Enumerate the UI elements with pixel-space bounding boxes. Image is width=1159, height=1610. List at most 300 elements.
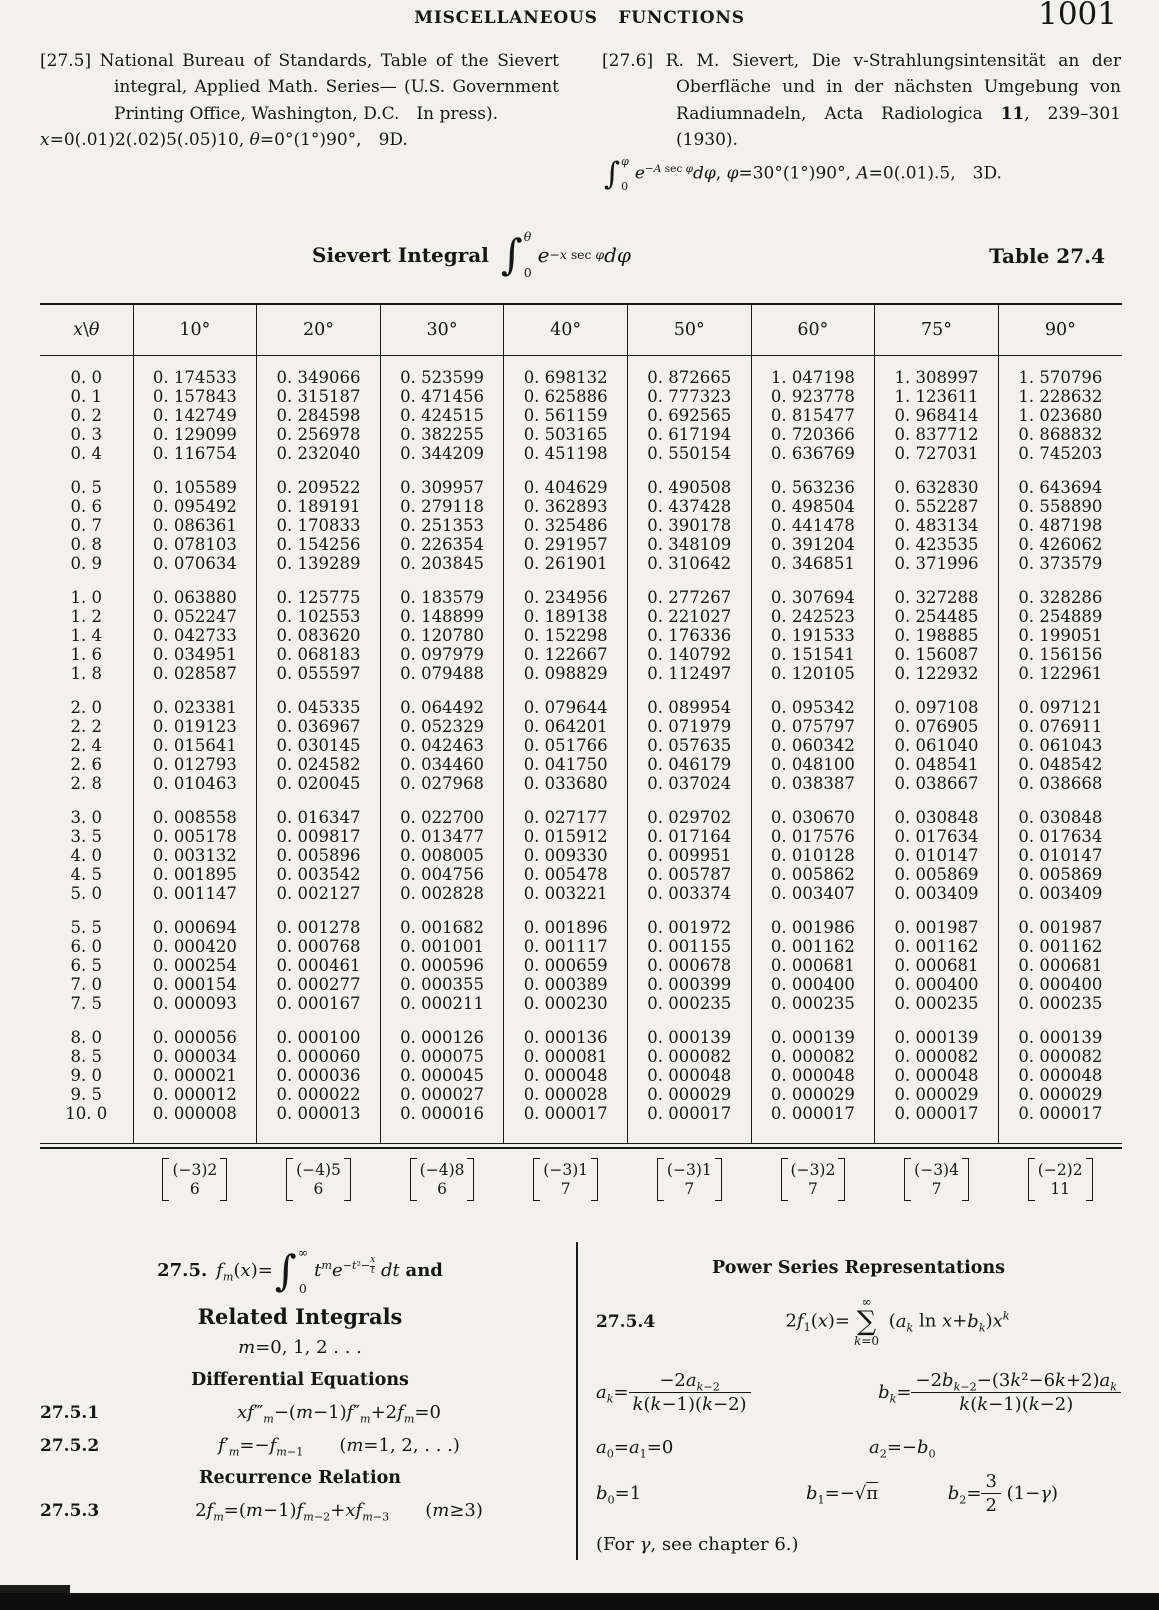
table-cell: 0. 000022 <box>257 1085 381 1104</box>
table-cell: 0. 000768 <box>257 937 381 956</box>
x-value-cell: 1. 4 <box>70 626 103 645</box>
table-cell: 0. 003409 <box>875 884 999 903</box>
table-cell: 0. 000389 <box>504 975 628 994</box>
table-cell: 0. 097979 <box>380 645 504 664</box>
table-cell: 0. 000029 <box>875 1085 999 1104</box>
x-value-cell: 0. 7 <box>70 516 103 535</box>
table-row <box>40 1104 1122 1144</box>
table-cell: 0. 005862 <box>751 865 875 884</box>
precision-bracket <box>162 1158 227 1201</box>
table-cell: 0. 157843 <box>133 387 257 406</box>
bracket-cell <box>133 1152 257 1201</box>
table-cell: 0. 048541 <box>875 755 999 774</box>
separator-cell <box>504 903 628 918</box>
digits-count: 11 <box>1050 1179 1071 1198</box>
table-cell: 0. 057635 <box>627 736 751 755</box>
table-cell: 0. 003132 <box>133 846 257 865</box>
table-cell: 0. 005869 <box>875 865 999 884</box>
table-cell: 0. 052247 <box>133 607 257 626</box>
table-cell: 0. 095492 <box>133 497 257 516</box>
a-coefficients-row <box>596 1436 1121 1461</box>
table-cell: 0. 561159 <box>504 406 628 425</box>
table-row <box>40 865 1122 884</box>
separator-cell <box>751 903 875 918</box>
table-cell: 0. 000093 <box>133 994 257 1013</box>
x-value-cell: 4. 0 <box>70 846 103 865</box>
x-value-cell: 3. 5 <box>70 827 103 846</box>
table-cell: 0. 122961 <box>998 664 1122 683</box>
table-cell: 0. 727031 <box>875 444 999 463</box>
x-value-cell: 4. 5 <box>70 865 103 884</box>
table-cell: 0. 023381 <box>133 698 257 717</box>
table-cell: 0. 048542 <box>998 755 1122 774</box>
related-integrals-heading: Related Integrals <box>197 1304 403 1329</box>
digits-count: 7 <box>560 1179 571 1198</box>
separator-cell <box>133 463 257 478</box>
table-cell: 0. 005896 <box>257 846 381 865</box>
table-cell: 0. 279118 <box>380 497 504 516</box>
table-cell: 0. 064492 <box>380 698 504 717</box>
table-cell: 0. 098829 <box>504 664 628 683</box>
x-value-cell: 0. 8 <box>70 535 103 554</box>
x-value-cell: 0. 4 <box>70 444 103 463</box>
bracket-cell <box>875 1152 999 1201</box>
x-value-cell: 2. 4 <box>70 736 103 755</box>
table-cell: 0. 046179 <box>627 755 751 774</box>
table-cell: 0. 001987 <box>875 918 999 937</box>
bottom-sections <box>40 1232 1121 1577</box>
table-cell: 0. 441478 <box>751 516 875 535</box>
x-value-cell: 0. 0 <box>70 368 103 387</box>
table-cell: 0. 016347 <box>257 808 381 827</box>
precision-bracket <box>781 1158 846 1201</box>
x-value-cell: 6. 0 <box>70 937 103 956</box>
x-value-cell: 1. 6 <box>70 645 103 664</box>
table-cell: 0. 503165 <box>504 425 628 444</box>
table-cell: 0. 261901 <box>504 554 628 573</box>
x-value-cell: 0. 9 <box>70 554 103 573</box>
b0-formula: $b_0=1$ <box>596 1483 642 1507</box>
table-cell: 0. 120105 <box>751 664 875 683</box>
table-cell: 0. 000235 <box>751 994 875 1013</box>
table-cell: 0. 000017 <box>504 1104 628 1144</box>
separator-cell <box>998 463 1122 478</box>
table-cell: 0. 000681 <box>751 956 875 975</box>
table-cell: 0. 000100 <box>257 1028 381 1047</box>
scan-edge-artifact <box>0 1593 1159 1610</box>
table-cell: 1. 570796 <box>998 356 1122 388</box>
table-cell: 0. 003374 <box>627 884 751 903</box>
separator-cell <box>751 793 875 808</box>
page-number: 1001 <box>1038 0 1117 32</box>
reference-label: [27.5] <box>40 51 92 71</box>
table-cell: 0. 625886 <box>504 387 628 406</box>
table-cell: 0. 063880 <box>133 588 257 607</box>
table-cell: 0. 423535 <box>875 535 999 554</box>
equation-number: 27.5.1 <box>40 1402 100 1423</box>
separator-cell <box>998 793 1122 808</box>
table-cell: 0. 000017 <box>627 1104 751 1144</box>
table-cell: 0. 000029 <box>751 1085 875 1104</box>
table-cell: 0. 232040 <box>257 444 381 463</box>
table-cell: 0. 003407 <box>751 884 875 903</box>
table-cell: 0. 009951 <box>627 846 751 865</box>
table-cell: 0. 643694 <box>998 478 1122 497</box>
ak-formula: $a_k=$ $\frac{-2a_{k-2}}{k(k-1)(k-2)}$ <box>596 1369 751 1417</box>
error-magnitude: (−4)5 <box>296 1161 341 1179</box>
x-value-cell: 2. 2 <box>70 717 103 736</box>
table-row <box>40 827 1122 846</box>
table-cell: 1. 047198 <box>751 356 875 388</box>
table-cell: 0. 005478 <box>504 865 628 884</box>
table-row <box>40 444 1122 463</box>
table-cell: 0. 698132 <box>504 356 628 388</box>
table-cell: 0. 017634 <box>875 827 999 846</box>
table-cell: 0. 027177 <box>504 808 628 827</box>
error-magnitude: (−3)2 <box>172 1161 218 1179</box>
separator-cell <box>380 573 504 588</box>
b2-formula: $b_2=$ $\frac{3}{2}$ (1−γ) <box>947 1470 1059 1517</box>
sievert-integral-table-wrap <box>40 303 1122 1149</box>
table-cell: 0. 071979 <box>627 717 751 736</box>
separator-cell <box>504 573 628 588</box>
equation-body: $2f_1(x)=$ ∞ ∑ k=0 ($a_k$ $\ln x+b_k)x^k$ <box>785 1295 1010 1348</box>
precision-bracket <box>286 1158 351 1201</box>
table-row <box>40 774 1122 793</box>
table-cell: 0. 005178 <box>133 827 257 846</box>
table-cell: 0. 116754 <box>133 444 257 463</box>
reference-27-5 <box>40 48 559 193</box>
table-cell: 0. 199051 <box>998 626 1122 645</box>
table-cell: 0. 097108 <box>875 698 999 717</box>
table-cell: 0. 000277 <box>257 975 381 994</box>
table-cell: 0. 048100 <box>751 755 875 774</box>
separator-cell <box>40 1013 133 1028</box>
table-cell: 0. 024582 <box>257 755 381 774</box>
table-cell: 0. 404629 <box>504 478 628 497</box>
table-cell: 0. 170833 <box>257 516 381 535</box>
table-cell: 0. 000139 <box>751 1028 875 1047</box>
table-cell: 0. 000060 <box>257 1047 381 1066</box>
separator-cell <box>751 1013 875 1028</box>
table-cell: 0. 720366 <box>751 425 875 444</box>
separator-cell <box>627 463 751 478</box>
x-value-cell: 7. 5 <box>70 994 103 1013</box>
error-magnitude: (−2)2 <box>1037 1161 1083 1179</box>
table-cell: 0. 122667 <box>504 645 628 664</box>
column-header: 10° <box>133 304 257 356</box>
table-cell: 0. 000235 <box>998 994 1122 1013</box>
gamma-note: (For γ, see chapter 6.) <box>596 1533 799 1555</box>
table-cell: 0. 151541 <box>751 645 875 664</box>
table-cell: 0. 815477 <box>751 406 875 425</box>
table-cell: 0. 034951 <box>133 645 257 664</box>
separator-cell <box>40 463 133 478</box>
group-separator <box>40 903 1122 918</box>
x-value-cell: 2. 8 <box>70 774 103 793</box>
table-cell: 0. 076911 <box>998 717 1122 736</box>
table-cell: 0. 189191 <box>257 497 381 516</box>
table-cell: 0. 000008 <box>133 1104 257 1144</box>
error-magnitude: (−3)1 <box>543 1161 589 1179</box>
table-row <box>40 626 1122 645</box>
separator-cell <box>133 573 257 588</box>
separator-cell <box>627 793 751 808</box>
error-magnitude: (−4)8 <box>419 1161 465 1179</box>
table-row <box>40 994 1122 1013</box>
table-cell: 0. 139289 <box>257 554 381 573</box>
table-cell: 0. 000400 <box>875 975 999 994</box>
power-series-section <box>596 1232 1121 1555</box>
table-cell: 0. 005787 <box>627 865 751 884</box>
separator-cell <box>627 903 751 918</box>
table-cell: 0. 632830 <box>875 478 999 497</box>
table-cell: 0. 008558 <box>133 808 257 827</box>
x-value-cell: 5. 0 <box>70 884 103 903</box>
x-value-cell: 7. 0 <box>70 975 103 994</box>
x-value-cell: 5. 5 <box>70 918 103 937</box>
digits-count: 6 <box>437 1179 448 1198</box>
precision-bracket-row <box>40 1152 1122 1201</box>
table-cell: 0. 061040 <box>875 736 999 755</box>
separator-cell <box>627 1013 751 1028</box>
table-cell: 0. 010463 <box>133 774 257 793</box>
column-header: 20° <box>257 304 381 356</box>
table-cell: 0. 837712 <box>875 425 999 444</box>
separator-cell <box>133 683 257 698</box>
table-cell: 0. 009817 <box>257 827 381 846</box>
table-cell: 0. 498504 <box>751 497 875 516</box>
table-cell: 0. 000235 <box>875 994 999 1013</box>
table-cell: 0. 061043 <box>998 736 1122 755</box>
table-cell: 0. 075797 <box>751 717 875 736</box>
x-value-cell: 6. 5 <box>70 956 103 975</box>
table-row <box>40 554 1122 573</box>
table-cell: 0. 344209 <box>380 444 504 463</box>
table-row <box>40 698 1122 717</box>
table-cell: 0. 000681 <box>998 956 1122 975</box>
table-cell: 0. 001682 <box>380 918 504 937</box>
separator-cell <box>257 463 381 478</box>
table-cell: 0. 309957 <box>380 478 504 497</box>
equation-body: $xf‴_m-(m-1)f''_m+2f_m=0$ <box>237 1402 441 1426</box>
table-cell: 0. 001162 <box>751 937 875 956</box>
separator-cell <box>504 683 628 698</box>
integral-icon: ∫ <box>500 230 523 280</box>
table-cell: 0. 471456 <box>380 387 504 406</box>
table-cell: 0. 000028 <box>504 1085 628 1104</box>
table-cell: 0. 038667 <box>875 774 999 793</box>
separator-cell <box>133 1013 257 1028</box>
table-cell: 1. 308997 <box>875 356 999 388</box>
table-cell: 0. 000056 <box>133 1028 257 1047</box>
separator-cell <box>875 793 999 808</box>
table-cell: 0. 000017 <box>751 1104 875 1144</box>
section-heading-formula: 27.5. $f_m(x)=$ ∫ ∞ 0 $t^me^{-t^2- \frac{x}{t}}$ dt and <box>157 1245 443 1296</box>
separator-cell <box>998 573 1122 588</box>
table-cell: 0. 086361 <box>133 516 257 535</box>
table-cell: 0. 009330 <box>504 846 628 865</box>
separator-cell <box>751 463 875 478</box>
table-cell: 0. 052329 <box>380 717 504 736</box>
integral-icon: ∫ <box>274 1246 297 1296</box>
table-cell: 0. 030145 <box>257 736 381 755</box>
sievert-integral-table <box>40 303 1122 1144</box>
table-cell: 0. 003542 <box>257 865 381 884</box>
digits-count: 7 <box>808 1179 818 1198</box>
table-cell: 0. 451198 <box>504 444 628 463</box>
table-cell: 0. 008005 <box>380 846 504 865</box>
table-cell: 0. 176336 <box>627 626 751 645</box>
table-cell: 0. 490508 <box>627 478 751 497</box>
table-row <box>40 808 1122 827</box>
group-separator <box>40 573 1122 588</box>
table-cell: 0. 000029 <box>627 1085 751 1104</box>
table-cell: 0. 083620 <box>257 626 381 645</box>
separator-cell <box>257 903 381 918</box>
table-row <box>40 607 1122 626</box>
table-cell: 0. 120780 <box>380 626 504 645</box>
digits-count: 7 <box>931 1179 942 1198</box>
a0-formula: $a_0=a_1=0$ <box>596 1436 674 1461</box>
table-cell: 0. 000139 <box>875 1028 999 1047</box>
group-separator <box>40 463 1122 478</box>
table-cell: 0. 004756 <box>380 865 504 884</box>
error-magnitude: (−3)2 <box>790 1161 836 1179</box>
table-cell: 0. 221027 <box>627 607 751 626</box>
table-title: Sievert Integral ∫ θ 0 e −x sec φ dφ <box>312 229 631 280</box>
table-cell: 0. 234956 <box>504 588 628 607</box>
table-row <box>40 956 1122 975</box>
table-cell: 0. 070634 <box>133 554 257 573</box>
separator-cell <box>257 683 381 698</box>
table-cell: 0. 122932 <box>875 664 999 683</box>
table-cell: 0. 000048 <box>504 1066 628 1085</box>
separator-cell <box>998 903 1122 918</box>
table-row <box>40 937 1122 956</box>
table-cell: 0. 256978 <box>257 425 381 444</box>
table-cell: 0. 030848 <box>998 808 1122 827</box>
error-magnitude: (−3)1 <box>666 1161 712 1179</box>
tabulation-range-formula: x=0(.01)2(.02)5(.05)10, θ=0°(1°)90°, 9D. <box>40 130 408 151</box>
table-cell: 0. 030670 <box>751 808 875 827</box>
table-cell: 0. 001987 <box>998 918 1122 937</box>
table-cell: 0. 203845 <box>380 554 504 573</box>
table-cell: 0. 038668 <box>998 774 1122 793</box>
table-cell: 0. 000139 <box>627 1028 751 1047</box>
digits-count: 7 <box>684 1179 695 1198</box>
table-cell: 0. 000082 <box>998 1047 1122 1066</box>
table-cell: 0. 017634 <box>998 827 1122 846</box>
tabulation-range-formula: ∫ φ 0 $e^{-A sec \varphi}d\varphi$, φ=30°(1°)90°, A=0(.01).5, 3D. <box>604 155 1002 194</box>
table-cell: 0. 558890 <box>998 497 1122 516</box>
table-cell: 0. 254889 <box>998 607 1122 626</box>
x-value-cell: 0. 6 <box>70 497 103 516</box>
table-cell: 0. 148899 <box>380 607 504 626</box>
table-cell: 0. 000036 <box>257 1066 381 1085</box>
section-27-5 <box>40 1232 560 1524</box>
table-cell: 0. 307694 <box>751 588 875 607</box>
x-value-cell: 1. 0 <box>70 588 103 607</box>
table-row <box>40 975 1122 994</box>
table-cell: 0. 000230 <box>504 994 628 1013</box>
x-value-cell: 9. 5 <box>70 1085 103 1104</box>
separator-cell <box>504 1013 628 1028</box>
table-cell: 0. 140792 <box>627 645 751 664</box>
table-cell: 0. 868832 <box>998 425 1122 444</box>
separator-cell <box>380 463 504 478</box>
table-cell: 0. 745203 <box>998 444 1122 463</box>
table-cell: 0. 000082 <box>627 1047 751 1066</box>
x-value-cell: 10. 0 <box>65 1104 108 1123</box>
table-cell: 0. 550154 <box>627 444 751 463</box>
x-value-cell: 0. 5 <box>70 478 103 497</box>
separator-cell <box>998 683 1122 698</box>
table-cell: 0. 027968 <box>380 774 504 793</box>
bracket-cell <box>504 1152 628 1201</box>
table-cell: 0. 000017 <box>998 1104 1122 1144</box>
sum-icon: ∑ <box>856 1306 877 1337</box>
table-row <box>40 387 1122 406</box>
equation-body: $f'_m=-f_{m-1}$ (m=1, 2, . . .) <box>218 1435 460 1459</box>
table-cell: 0. 000154 <box>133 975 257 994</box>
table-cell: 0. 349066 <box>257 356 381 388</box>
table-cell: 0. 327288 <box>875 588 999 607</box>
table-cell: 0. 015641 <box>133 736 257 755</box>
power-series-heading: Power Series Representations <box>712 1258 1005 1278</box>
separator-cell <box>875 903 999 918</box>
x-value-cell: 2. 6 <box>70 755 103 774</box>
table-cell: 0. 000400 <box>751 975 875 994</box>
table-cell: 0. 291957 <box>504 535 628 554</box>
equation-27-5-4 <box>596 1296 1121 1347</box>
separator-cell <box>40 793 133 808</box>
table-cell: 0. 079488 <box>380 664 504 683</box>
separator-cell <box>257 793 381 808</box>
table-cell: 0. 000659 <box>504 956 628 975</box>
column-divider <box>576 1242 578 1560</box>
b-coefficients-row <box>596 1470 1121 1518</box>
table-cell: 0. 617194 <box>627 425 751 444</box>
group-separator <box>40 1013 1122 1028</box>
table-cell: 0. 076905 <box>875 717 999 736</box>
bracket-cell <box>751 1152 875 1201</box>
column-header: 30° <box>380 304 504 356</box>
separator-cell <box>998 1013 1122 1028</box>
table-row <box>40 1066 1122 1085</box>
table-cell: 0. 000027 <box>380 1085 504 1104</box>
table-cell: 0. 095342 <box>751 698 875 717</box>
table-cell: 0. 777323 <box>627 387 751 406</box>
table-cell: 0. 000048 <box>627 1066 751 1085</box>
table-cell: 0. 001162 <box>998 937 1122 956</box>
table-cell: 0. 112497 <box>627 664 751 683</box>
table-cell: 0. 152298 <box>504 626 628 645</box>
table-cell: 0. 315187 <box>257 387 381 406</box>
table-row <box>40 645 1122 664</box>
table-cell: 0. 051766 <box>504 736 628 755</box>
bracket-cell <box>628 1152 752 1201</box>
table-cell: 0. 156156 <box>998 645 1122 664</box>
table-cell: 0. 000048 <box>875 1066 999 1085</box>
x-value-cell: 9. 0 <box>70 1066 103 1085</box>
table-cell: 0. 002127 <box>257 884 381 903</box>
table-cell: 0. 000139 <box>998 1028 1122 1047</box>
separator-cell <box>751 683 875 698</box>
table-cell: 0. 038387 <box>751 774 875 793</box>
table-cell: 0. 000400 <box>998 975 1122 994</box>
table-cell: 0. 437428 <box>627 497 751 516</box>
